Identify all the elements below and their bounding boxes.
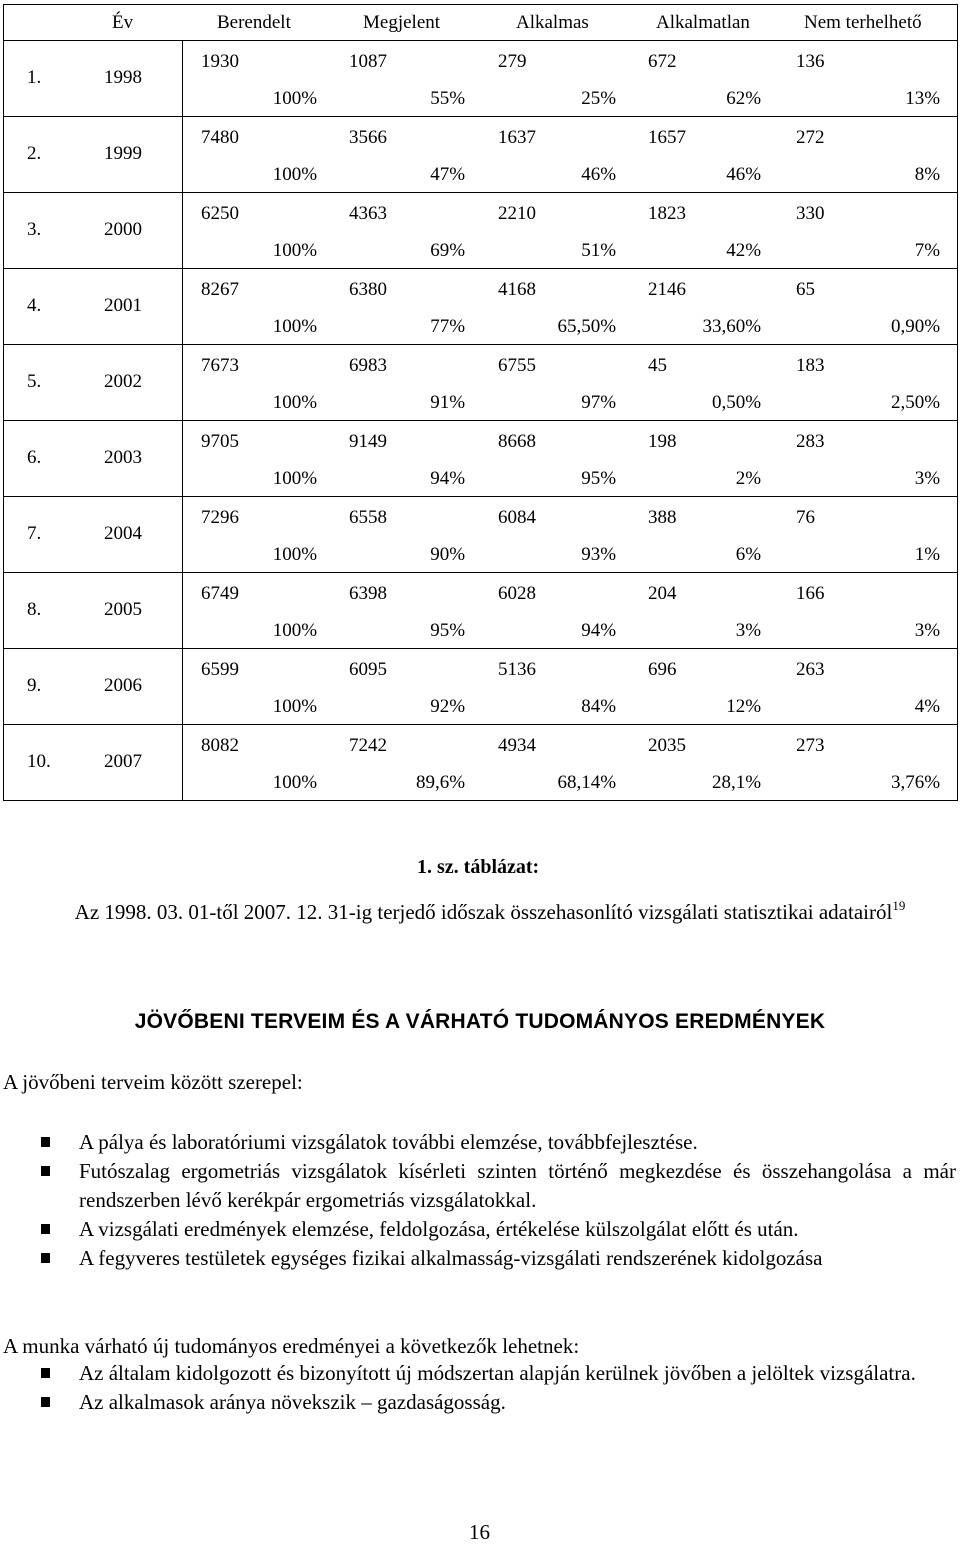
percent-value: 77%	[430, 316, 466, 337]
percent-value: 100%	[272, 468, 318, 489]
table-caption-text: Az 1998. 03. 01-től 2007. 12. 31-ig terjedő időszak összehasonlító vizsgálati statisztikai adatairól	[74, 900, 893, 924]
table-header	[4, 5, 958, 41]
table-row	[4, 649, 958, 725]
absolute-value: 263	[796, 659, 825, 680]
square-bullet-icon	[41, 1166, 50, 1176]
absolute-values-line	[183, 270, 957, 308]
percent-value: 0,50%	[711, 392, 762, 413]
absolute-value: 7242	[349, 735, 387, 756]
percent-value: 4%	[914, 696, 941, 717]
percent-values-line	[183, 763, 957, 801]
percent-value: 51%	[581, 240, 617, 261]
percent-values-line	[183, 383, 957, 421]
row-index: 6.	[27, 447, 42, 468]
absolute-values-line	[183, 42, 957, 80]
absolute-value: 330	[796, 203, 825, 224]
absolute-value: 204	[648, 583, 677, 604]
row-year: 2001	[104, 295, 142, 316]
absolute-value: 7480	[201, 127, 239, 148]
absolute-value: 76	[796, 507, 815, 528]
percent-value: 28,1%	[711, 772, 762, 793]
list-item-text: Az alkalmasok aránya növekszik – gazdaságosság.	[79, 1390, 506, 1414]
values-cell	[183, 497, 958, 573]
percent-value: 91%	[430, 392, 466, 413]
row-index: 2.	[27, 143, 42, 164]
list-item	[0, 1244, 960, 1273]
absolute-values-line	[183, 194, 957, 232]
table-row	[4, 117, 958, 193]
values-cell	[183, 345, 958, 421]
section-heading: JÖVŐBENI TERVEIM ÉS A VÁRHATÓ TUDOMÁNYOS EREDMÉNYEK	[134, 1010, 826, 1033]
absolute-value: 283	[796, 431, 825, 452]
absolute-value: 5136	[498, 659, 536, 680]
absolute-value: 1930	[201, 51, 239, 72]
percent-values-line	[183, 155, 957, 193]
header-appeared: Megjelent	[363, 12, 441, 33]
percent-value: 92%	[430, 696, 466, 717]
absolute-value: 7296	[201, 507, 239, 528]
values-cell	[183, 193, 958, 269]
table-row	[4, 421, 958, 497]
absolute-value: 4168	[498, 279, 536, 300]
absolute-value: 7673	[201, 355, 239, 376]
square-bullet-icon	[41, 1253, 50, 1263]
row-index: 3.	[27, 219, 42, 240]
list-item-text: A fegyveres testületek egységes fizikai alkalmasság-vizsgálati rendszerének kidolgozása	[79, 1246, 823, 1270]
percent-value: 100%	[272, 164, 318, 185]
absolute-value: 2146	[648, 279, 686, 300]
list-item-text: Az általam kidolgozott és bizonyított új módszertan alapján kerülnek jövőben a jelöltek vizsgálatra.	[79, 1361, 916, 1385]
list-item	[0, 1359, 960, 1388]
square-bullet-icon	[41, 1368, 50, 1378]
results-intro: A munka várható új tudományos eredményei a következők lehetnek:	[3, 1334, 580, 1358]
absolute-value: 6095	[349, 659, 387, 680]
row-year: 1999	[104, 143, 142, 164]
absolute-value: 6398	[349, 583, 387, 604]
header-ordered: Berendelt	[217, 12, 291, 33]
absolute-value: 279	[498, 51, 527, 72]
year-cell	[4, 421, 183, 497]
percent-value: 100%	[272, 240, 318, 261]
percent-value: 46%	[726, 164, 762, 185]
list-item	[0, 1157, 960, 1215]
header-unsuitable: Alkalmatlan	[656, 12, 750, 33]
header-not-loadable: Nem terhelhető	[804, 12, 922, 33]
year-cell	[4, 41, 183, 117]
list-item-text: A vizsgálati eredmények elemzése, feldolgozása, értékelése külszolgálat előtt és után.	[79, 1217, 799, 1241]
absolute-value: 166	[796, 583, 825, 604]
absolute-value: 45	[648, 355, 667, 376]
percent-value: 90%	[430, 544, 466, 565]
year-cell	[4, 269, 183, 345]
row-year: 2005	[104, 599, 142, 620]
absolute-value: 65	[796, 279, 815, 300]
percent-value: 94%	[430, 468, 466, 489]
percent-value: 0,90%	[890, 316, 941, 337]
values-cell	[183, 117, 958, 193]
percent-value: 12%	[726, 696, 762, 717]
absolute-value: 672	[648, 51, 677, 72]
percent-values-line	[183, 79, 957, 117]
header-suitable: Alkalmas	[516, 12, 589, 33]
plans-list	[0, 1128, 960, 1273]
header-year: Év	[112, 12, 134, 33]
table-row	[4, 193, 958, 269]
absolute-value: 272	[796, 127, 825, 148]
statistics-table	[3, 4, 958, 801]
row-year: 2000	[104, 219, 142, 240]
percent-value: 93%	[581, 544, 617, 565]
square-bullet-icon	[41, 1397, 50, 1407]
list-item-text: Futószalag ergometriás vizsgálatok kísérleti szinten történő megkezdése és összehangolása a már rendszerben lévő kerékpár ergometriás vizsgálatokkal.	[79, 1159, 956, 1212]
row-index: 1.	[27, 67, 42, 88]
absolute-value: 8267	[201, 279, 239, 300]
values-cell	[183, 421, 958, 497]
row-index: 9.	[27, 675, 42, 696]
absolute-values-line	[183, 498, 957, 536]
percent-value: 69%	[430, 240, 466, 261]
values-cell	[183, 573, 958, 649]
percent-value: 42%	[726, 240, 762, 261]
table-caption-number: 1. sz. táblázat:	[417, 856, 540, 878]
year-cell	[4, 573, 183, 649]
row-year: 2004	[104, 523, 142, 544]
absolute-value: 9149	[349, 431, 387, 452]
absolute-value: 8082	[201, 735, 239, 756]
percent-values-line	[183, 459, 957, 497]
row-index: 10.	[27, 751, 51, 772]
percent-value: 100%	[272, 316, 318, 337]
absolute-values-line	[183, 650, 957, 688]
table-row	[4, 269, 958, 345]
percent-value: 100%	[272, 620, 318, 641]
percent-value: 33,60%	[702, 316, 762, 337]
percent-values-line	[183, 231, 957, 269]
values-cell	[183, 269, 958, 345]
absolute-value: 198	[648, 431, 677, 452]
values-cell	[183, 649, 958, 725]
percent-value: 6%	[735, 544, 762, 565]
row-year: 2003	[104, 447, 142, 468]
percent-value: 2%	[735, 468, 762, 489]
percent-values-line	[183, 687, 957, 725]
percent-value: 100%	[272, 88, 318, 109]
year-cell	[4, 193, 183, 269]
absolute-value: 136	[796, 51, 825, 72]
footnote-marker: 19	[892, 898, 906, 913]
percent-value: 3,76%	[890, 772, 941, 793]
absolute-value: 6749	[201, 583, 239, 604]
table-row	[4, 41, 958, 117]
percent-values-line	[183, 535, 957, 573]
percent-value: 68,14%	[557, 772, 617, 793]
percent-value: 97%	[581, 392, 617, 413]
percent-values-line	[183, 307, 957, 345]
absolute-value: 6250	[201, 203, 239, 224]
absolute-value: 6028	[498, 583, 536, 604]
absolute-value: 2210	[498, 203, 536, 224]
year-cell	[4, 649, 183, 725]
absolute-value: 2035	[648, 735, 686, 756]
absolute-value: 3566	[349, 127, 387, 148]
row-index: 8.	[27, 599, 42, 620]
list-item	[0, 1215, 960, 1244]
table-row	[4, 345, 958, 421]
absolute-value: 6380	[349, 279, 387, 300]
absolute-value: 6084	[498, 507, 536, 528]
percent-value: 89,6%	[415, 772, 466, 793]
year-cell	[4, 345, 183, 421]
row-index: 5.	[27, 371, 42, 392]
percent-value: 47%	[430, 164, 466, 185]
percent-values-line	[183, 611, 957, 649]
table-row	[4, 573, 958, 649]
absolute-value: 183	[796, 355, 825, 376]
absolute-value: 1823	[648, 203, 686, 224]
plans-intro: A jövőbeni terveim között szerepel:	[3, 1070, 303, 1094]
percent-value: 13%	[905, 88, 941, 109]
percent-value: 25%	[581, 88, 617, 109]
absolute-value: 6599	[201, 659, 239, 680]
year-cell	[4, 725, 183, 801]
absolute-values-line	[183, 118, 957, 156]
percent-value: 2,50%	[890, 392, 941, 413]
percent-value: 8%	[914, 164, 941, 185]
row-year: 2007	[104, 751, 142, 772]
row-year: 2006	[104, 675, 142, 696]
percent-value: 95%	[430, 620, 466, 641]
table-row	[4, 497, 958, 573]
absolute-value: 6983	[349, 355, 387, 376]
absolute-value: 9705	[201, 431, 239, 452]
row-year: 2002	[104, 371, 142, 392]
absolute-value: 6558	[349, 507, 387, 528]
square-bullet-icon	[41, 1224, 50, 1234]
year-cell	[4, 117, 183, 193]
absolute-values-line	[183, 422, 957, 460]
percent-value: 3%	[914, 468, 941, 489]
absolute-value: 4363	[349, 203, 387, 224]
percent-value: 100%	[272, 696, 318, 717]
results-list	[0, 1359, 960, 1417]
percent-value: 94%	[581, 620, 617, 641]
row-year: 1998	[104, 67, 142, 88]
absolute-value: 1087	[349, 51, 387, 72]
absolute-values-line	[183, 574, 957, 612]
percent-value: 3%	[735, 620, 762, 641]
values-cell	[183, 725, 958, 801]
absolute-value: 696	[648, 659, 677, 680]
absolute-values-line	[183, 726, 957, 764]
list-item	[0, 1128, 960, 1157]
square-bullet-icon	[41, 1137, 50, 1147]
table-header-row	[4, 5, 958, 41]
list-item	[0, 1388, 960, 1417]
percent-value: 3%	[914, 620, 941, 641]
page-number: 16	[469, 1520, 490, 1544]
absolute-value: 6755	[498, 355, 536, 376]
values-cell	[183, 41, 958, 117]
percent-value: 100%	[272, 392, 318, 413]
table-caption	[30, 897, 950, 927]
percent-value: 46%	[581, 164, 617, 185]
absolute-value: 1657	[648, 127, 686, 148]
percent-value: 100%	[272, 544, 318, 565]
row-index: 7.	[27, 523, 42, 544]
absolute-value: 388	[648, 507, 677, 528]
list-item-text: A pálya és laboratóriumi vizsgálatok további elemzése, továbbfejlesztése.	[79, 1130, 698, 1154]
table-row	[4, 725, 958, 801]
percent-value: 1%	[914, 544, 941, 565]
absolute-values-line	[183, 346, 957, 384]
percent-value: 65,50%	[557, 316, 617, 337]
year-cell	[4, 497, 183, 573]
absolute-value: 8668	[498, 431, 536, 452]
absolute-value: 1637	[498, 127, 536, 148]
absolute-value: 4934	[498, 735, 536, 756]
percent-value: 84%	[581, 696, 617, 717]
percent-value: 7%	[914, 240, 941, 261]
percent-value: 62%	[726, 88, 762, 109]
absolute-value: 273	[796, 735, 825, 756]
percent-value: 55%	[430, 88, 466, 109]
percent-value: 95%	[581, 468, 617, 489]
percent-value: 100%	[272, 772, 318, 793]
row-index: 4.	[27, 295, 42, 316]
